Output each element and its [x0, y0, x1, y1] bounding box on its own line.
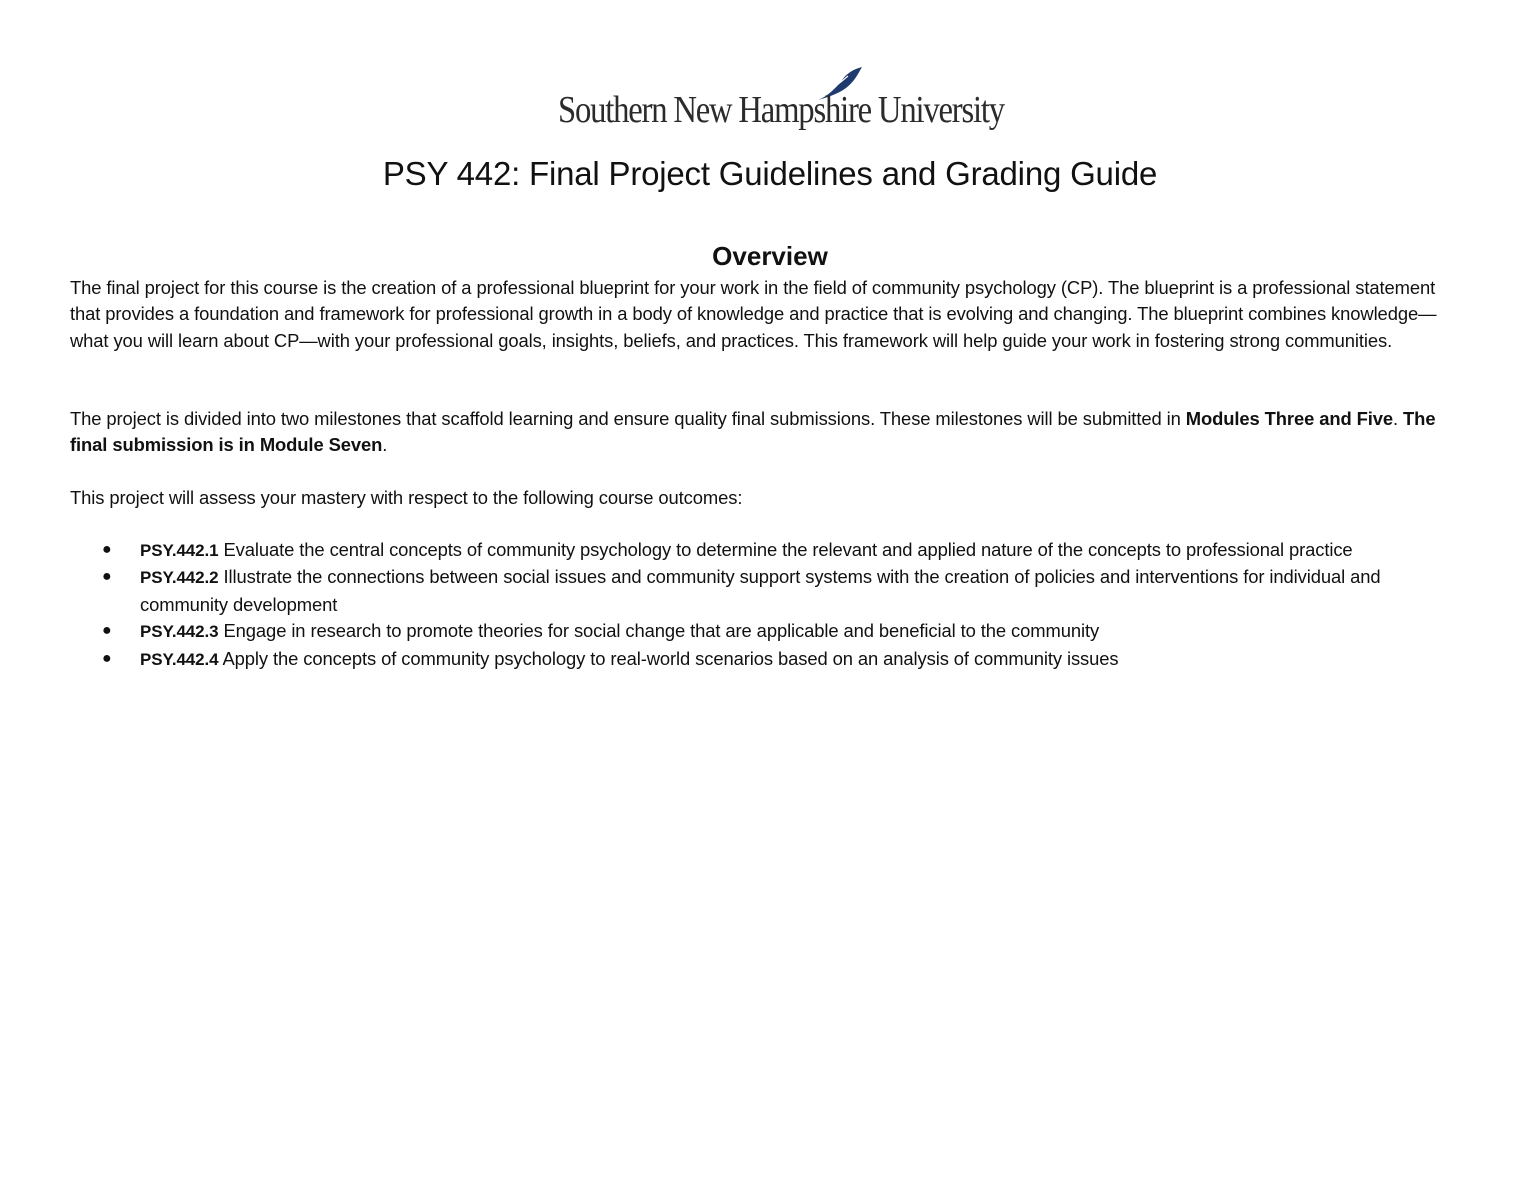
list-item: [70, 537, 1470, 564]
overview-heading: Overview: [712, 241, 828, 271]
paragraph-2-separator: .: [1393, 408, 1404, 429]
outcome-text: Apply the concepts of community psychology to real-world scenarios based on an analysis of community issues: [218, 647, 1119, 669]
bullet-icon: ●: [102, 622, 112, 640]
overview-paragraph-1: The final project for this course is the creation of a professional blueprint for your work in the field of community psychology (CP). The blueprint is a professional statement that provides a foundation and framework for professional growth in a body of knowledge and practice that is evolving and changing. The blueprint combines knowledge—what you will learn about CP—with your professional goals, insights, beliefs, and practices. This framework will help guide your work in fostering strong communities.: [70, 277, 1437, 351]
outcome-code: PSY.442.4: [140, 649, 219, 669]
overview-paragraph-2: [70, 406, 1470, 459]
outcome-code: PSY.442.3: [140, 622, 219, 642]
paragraph-2-text: The project is divided into two milestones that scaffold learning and ensure quality final submissions. These milestones will be submitted in: [70, 408, 1186, 429]
list-item: [70, 646, 1470, 673]
outcome-text: Engage in research to promote theories for social change that are applicable and beneficial to the community: [218, 620, 1100, 642]
course-outcomes-list: [70, 537, 1470, 673]
bullet-icon: ●: [102, 541, 112, 558]
logo-wordmark: Southern New Hampshire University: [558, 89, 1004, 131]
paragraph-2-end: .: [382, 434, 388, 456]
bullet-icon: ●: [102, 649, 112, 667]
page-title: PSY 442: Final Project Guidelines and Grading Guide: [382, 155, 1158, 192]
bullet-icon: ●: [102, 568, 112, 586]
final-submission-module: The final submission is in Module Seven: [70, 408, 1436, 456]
milestone-modules: Modules Three and Five: [1185, 408, 1394, 429]
list-item: [70, 564, 1470, 618]
outcome-code: PSY.442.2: [140, 568, 219, 588]
outcome-text: Illustrate the connections between social issues and community support systems with the creation of policies and interventions for individual and community development: [140, 566, 1381, 615]
outcome-text: Evaluate the central concepts of community psychology to determine the relevant and applied nature of the concepts to professional practice: [218, 539, 1353, 560]
list-item: [70, 618, 1470, 645]
overview-paragraph-3: This project will assess your mastery with respect to the following course outcomes:: [70, 487, 743, 508]
outcome-code: PSY.442.1: [140, 541, 219, 560]
university-logo: [558, 66, 1004, 136]
